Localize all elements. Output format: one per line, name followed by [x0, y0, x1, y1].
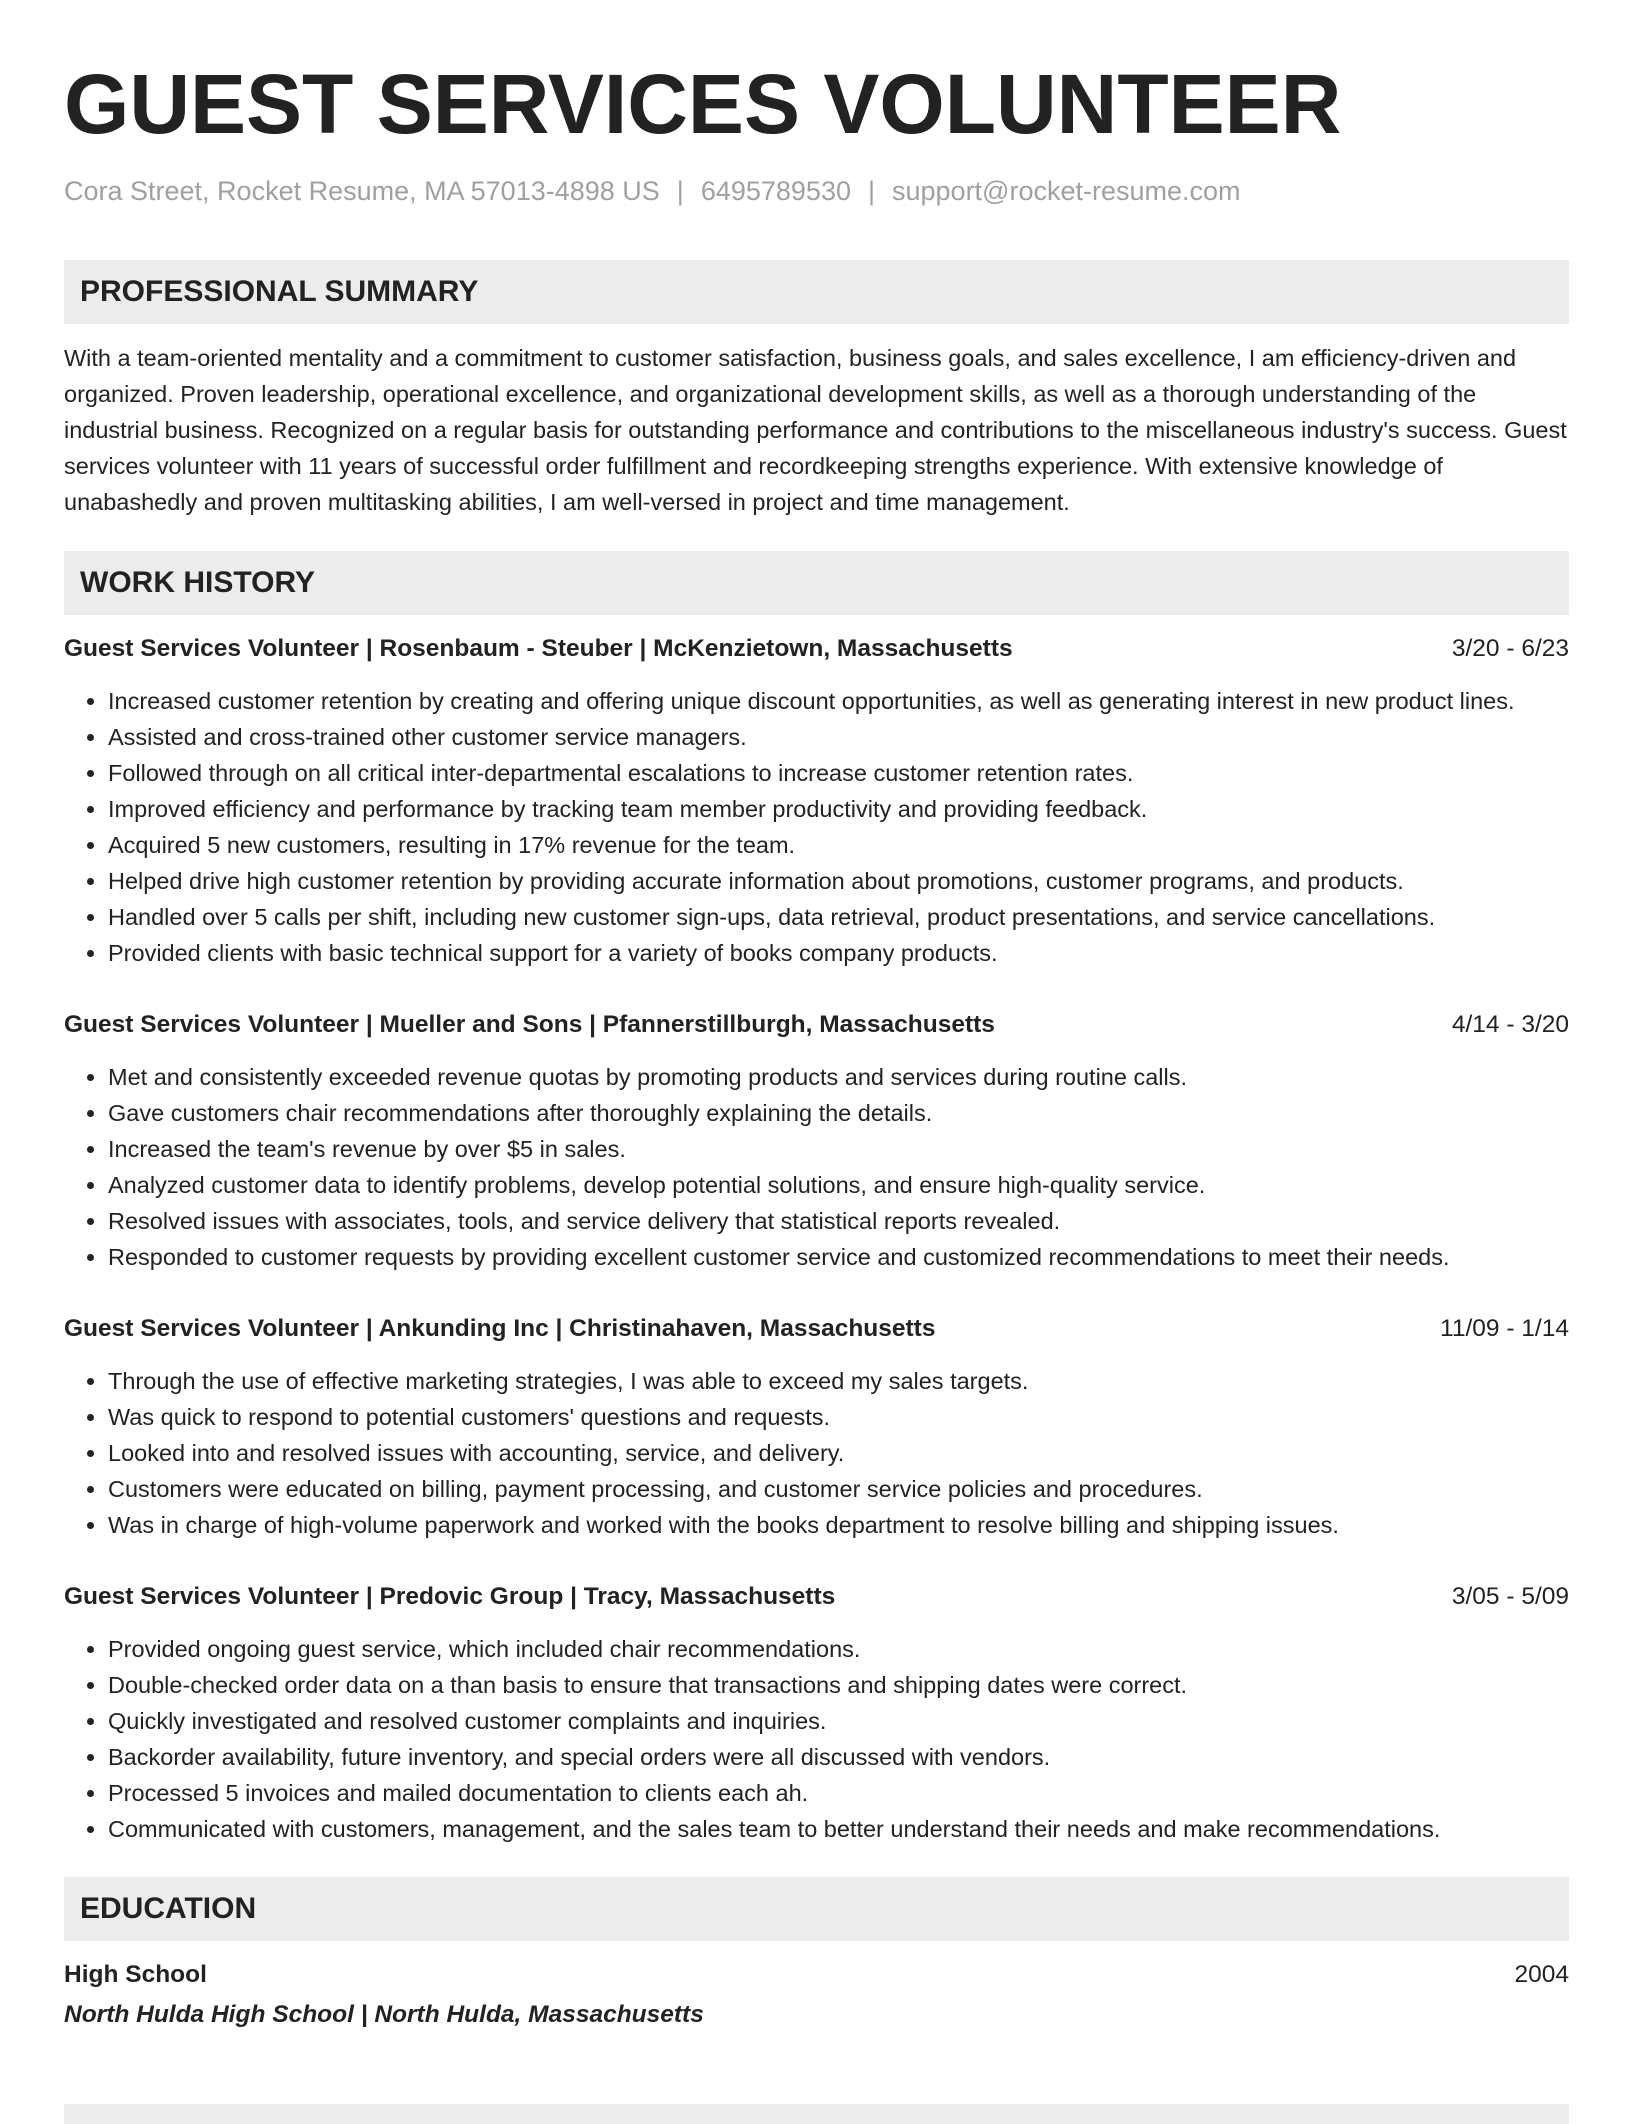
resume-title: GUEST SERVICES VOLUNTEER: [64, 57, 1342, 151]
education-heading: EDUCATION: [64, 1877, 1569, 1941]
contact-separator: |: [676, 176, 684, 206]
job-title: Guest Services Volunteer | Ankunding Inc | Christinahaven, Massachusetts: [64, 1315, 936, 1342]
summary-heading: PROFESSIONAL SUMMARY: [64, 260, 1569, 324]
contact-line: [64, 174, 1569, 208]
job-header: [64, 631, 1569, 667]
contact-email: support@rocket-resume.com: [892, 176, 1241, 206]
next-section-band: [64, 2104, 1569, 2124]
education-school: North Hulda High School | North Hulda, Massachusetts: [64, 2001, 704, 2028]
job-bullets: [64, 1363, 1569, 1543]
job-bullet: • Improved efficiency and performance by tracking team member productivity and providing feedback.: [108, 791, 1569, 827]
job-bullet: • Handled over 5 calls per shift, including new customer sign-ups, data retrieval, product presentations, and service cancellations.: [108, 899, 1569, 935]
job-bullet: • Increased the team's revenue by over $5 in sales.: [108, 1131, 1569, 1167]
job-bullet: • Communicated with customers, management, and the sales team to better understand their needs and make recommendations.: [108, 1811, 1569, 1847]
job-bullet: • Responded to customer requests by providing excellent customer service and customized recommendations to meet their needs.: [108, 1239, 1569, 1275]
job-bullet: • Helped drive high customer retention by providing accurate information about promotions, customer programs, and products.: [108, 863, 1569, 899]
job-bullet: • Double-checked order data on a than basis to ensure that transactions and shipping dates were correct.: [108, 1667, 1569, 1703]
job-header: [64, 1007, 1569, 1043]
job-bullet: • Analyzed customer data to identify problems, develop potential solutions, and ensure high-quality service.: [108, 1167, 1569, 1203]
job-bullet: • Looked into and resolved issues with accounting, service, and delivery.: [108, 1435, 1569, 1471]
job-title: Guest Services Volunteer | Predovic Group | Tracy, Massachusetts: [64, 1583, 836, 1610]
job-dates: 4/14 - 3/20: [1451, 1011, 1569, 1038]
job-dates: 3/05 - 5/09: [1451, 1583, 1569, 1610]
contact-phone: 6495789530: [700, 176, 851, 206]
job-title: Guest Services Volunteer | Rosenbaum - Steuber | McKenzietown, Massachusetts: [64, 635, 1013, 662]
job-bullet: • Customers were educated on billing, payment processing, and customer service policies and procedures.: [108, 1471, 1569, 1507]
job-bullet: • Provided ongoing guest service, which included chair recommendations.: [108, 1631, 1569, 1667]
contact-separator: |: [867, 176, 875, 206]
job-bullet: • Followed through on all critical inter-departmental escalations to increase customer retention rates.: [108, 755, 1569, 791]
job-bullets: [64, 683, 1569, 971]
contact-address: Cora Street, Rocket Resume, MA 57013-4898 US: [64, 176, 660, 206]
job-bullet: • Processed 5 invoices and mailed documentation to clients each ah.: [108, 1775, 1569, 1811]
job-bullet: • Resolved issues with associates, tools, and service delivery that statistical reports revealed.: [108, 1203, 1569, 1239]
job-header: [64, 1311, 1569, 1347]
job-title: Guest Services Volunteer | Mueller and Sons | Pfannerstillburgh, Massachusetts: [64, 1011, 995, 1038]
job-dates: 3/20 - 6/23: [1451, 635, 1569, 662]
job-bullet: • Assisted and cross-trained other customer service managers.: [108, 719, 1569, 755]
education-year: 2004: [1514, 1961, 1569, 1988]
education-degree: High School: [64, 1961, 207, 1988]
job-bullet: • Increased customer retention by creating and offering unique discount opportunities, as well as generating interest in new product lines.: [108, 683, 1569, 719]
work-history-heading: WORK HISTORY: [64, 551, 1569, 615]
job-header: [64, 1579, 1569, 1615]
job-dates: 11/09 - 1/14: [1440, 1315, 1569, 1342]
job-bullet: • Was in charge of high-volume paperwork and worked with the books department to resolve billing and shipping issues.: [108, 1507, 1569, 1543]
job-bullet: • Was quick to respond to potential customers' questions and requests.: [108, 1399, 1569, 1435]
job-bullet: • Quickly investigated and resolved customer complaints and inquiries.: [108, 1703, 1569, 1739]
job-bullets: [64, 1631, 1569, 1847]
job-bullet: • Acquired 5 new customers, resulting in 17% revenue for the team.: [108, 827, 1569, 863]
job-bullet: • Provided clients with basic technical support for a variety of books company products.: [108, 935, 1569, 971]
education-entry: [64, 1957, 1569, 1993]
job-bullets: [64, 1059, 1569, 1275]
job-entry: [64, 1311, 1569, 1543]
job-bullet: • Through the use of effective marketing strategies, I was able to exceed my sales targets.: [108, 1363, 1569, 1399]
job-entry: [64, 1579, 1569, 1847]
job-bullet: • Backorder availability, future inventory, and special orders were all discussed with vendors.: [108, 1739, 1569, 1775]
summary-text: With a team-oriented mentality and a commitment to customer satisfaction, business goals, and sales excellence, I am efficiency-driven and organized. Proven leadership, operational excellence, and organizational development skills, as well as a thorough understanding of the industrial business. Recognized on a regular basis for outstanding performance and contributions to the miscellaneous industry's success. Guest services volunteer with 11 years of successful order fulfillment and recordkeeping strengths experience. With extensive knowledge of unabashedly and proven multitasking abilities, I am well-versed in project and time management.: [64, 345, 1567, 515]
job-bullet: • Gave customers chair recommendations after thoroughly explaining the details.: [108, 1095, 1569, 1131]
job-bullet: • Met and consistently exceeded revenue quotas by promoting products and services during routine calls.: [108, 1059, 1569, 1095]
job-entry: [64, 631, 1569, 971]
job-entry: [64, 1007, 1569, 1275]
